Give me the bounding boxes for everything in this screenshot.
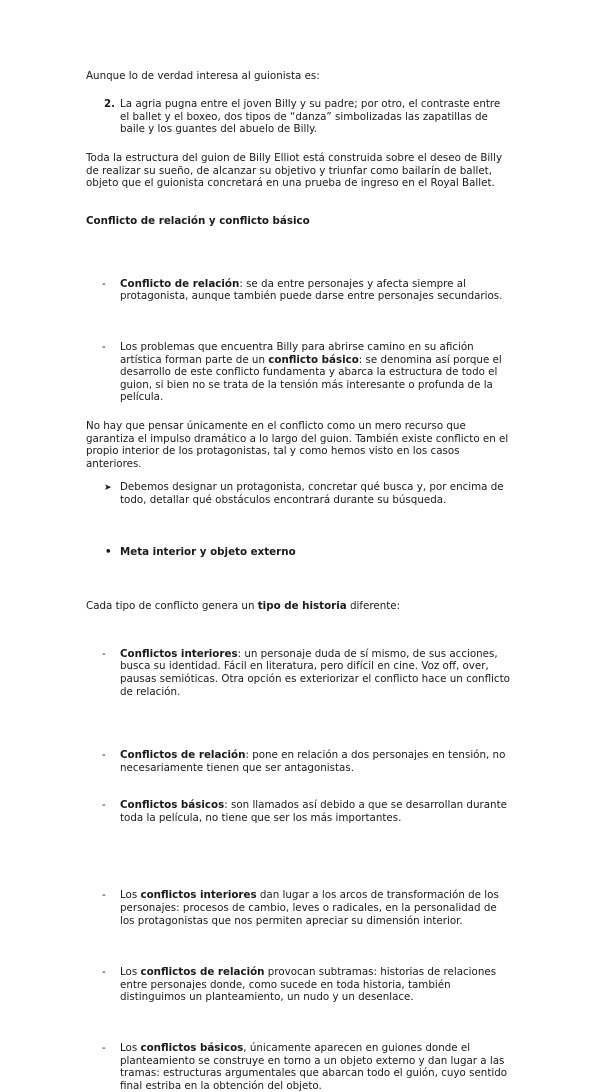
dash-marker: - bbox=[102, 1042, 106, 1055]
term-pre: Los problemas que encuentra Billy para abrirse camino en su afición artística forman parte de un bbox=[120, 340, 474, 366]
paragraph-2: No hay que pensar únicamente en el conflicto como un mero recurso que garantiza el impulso dramático a lo largo del guion. También existe conflicto en el propio interior de los protagonistas, tal y como hemos visto en los casos anteriores. bbox=[86, 420, 509, 470]
bullet-heading bbox=[105, 546, 514, 559]
term-text: : se da entre personajes y afecta siempre al protagonista, aunque también puede darse entre personajes secundarios. bbox=[120, 277, 503, 303]
list3-item-2 bbox=[102, 966, 514, 1004]
list3-item-3 bbox=[102, 1042, 514, 1092]
bullet-icon: • bbox=[105, 546, 112, 559]
list1-item-2 bbox=[102, 340, 514, 404]
term-pre: Los bbox=[120, 1042, 141, 1055]
arrow-item bbox=[104, 480, 514, 506]
term-text: , únicamente aparecen en guiones donde el planteamiento se construye en torno a un objeto externo y dan lugar a las tramas: estructuras argumentales que abarcan todo el guión, cuyo sentido final estriba en la obtención del objeto. bbox=[120, 1042, 508, 1092]
list3-item-1 bbox=[102, 889, 514, 927]
term-text: : un personaje duda de sí mismo, de sus acciones, busca su identidad. Fácil en literatura, pero difícil en cine. Voz off, over, pausas semióticas. Otra opción es exteriorizar el conflicto hace un conflicto de relación. bbox=[120, 647, 510, 698]
term-bold: conflictos de relación bbox=[140, 966, 265, 979]
term-bold: conflictos interiores bbox=[140, 889, 257, 902]
dash-marker: - bbox=[102, 277, 106, 290]
arrow-icon: ➤ bbox=[104, 482, 112, 493]
list2-item-2 bbox=[102, 749, 514, 774]
paragraph-3 bbox=[86, 600, 514, 613]
dash-marker: - bbox=[102, 966, 106, 979]
item-number: 2. bbox=[104, 98, 116, 110]
list1-item-1 bbox=[102, 277, 514, 303]
term-pre: Los bbox=[120, 966, 141, 979]
dash-marker: - bbox=[102, 889, 106, 902]
para3-post: diferente: bbox=[346, 600, 401, 612]
section-heading-1: Conflicto de relación y conflicto básico bbox=[86, 215, 310, 227]
paragraph-1: Toda la estructura del guion de Billy Elliot está construida sobre el deseo de Billy de realizar su sueño, de alcanzar su objetivo y triunfar como bailarín de ballet, objeto que el guionista concretará en una prueba de ingreso en el Royal Ballet. bbox=[86, 152, 503, 190]
term-bold: Conflictos interiores bbox=[120, 647, 238, 660]
term-bold: Conflictos de relación bbox=[120, 749, 246, 762]
arrow-item-text: Debemos designar un protagonista, concretar qué busca y, por encima de todo, detallar qué obstáculos encontrará durante su búsqueda. bbox=[120, 480, 504, 506]
dash-marker: - bbox=[102, 749, 106, 762]
dash-marker: - bbox=[102, 340, 106, 353]
item-text: La agria pugna entre el joven Billy y su padre; por otro, el contraste entre el ballet y el boxeo, dos tipos de “danza” simbolizadas las zapatillas de baile y los guantes del abuelo de Billy. bbox=[120, 98, 501, 136]
bullet-heading-text: Meta interior y objeto externo bbox=[120, 546, 296, 559]
dash-marker: - bbox=[102, 647, 106, 660]
term-bold: Conflicto de relación bbox=[120, 277, 240, 290]
para3-pre: Cada tipo de conflicto genera un bbox=[86, 600, 258, 612]
para3-bold: tipo de historia bbox=[257, 600, 347, 612]
term-pre: Los bbox=[120, 889, 141, 902]
term-bold: Conflictos básicos bbox=[120, 799, 225, 812]
term-bold: conflictos básicos bbox=[140, 1042, 244, 1055]
intro-text: Aunque lo de verdad interesa al guionista es: bbox=[86, 70, 320, 82]
term-bold: conflicto básico bbox=[268, 353, 359, 366]
list2-item-3 bbox=[102, 799, 514, 824]
term-text: dan lugar a los arcos de transformación de los personajes: procesos de cambio, leves o radicales, en la personalidad de los protagonistas que nos permiten apreciar su dimensión interior. bbox=[120, 889, 499, 927]
term-text: provocan subtramas: historias de relaciones entre personajes donde, como sucede en toda historia, también distinguimos un planteamiento, un nudo y un desenlace. bbox=[120, 966, 497, 1004]
term-text: : se denomina así porque el desarrollo de este conflicto fundamenta y abarca la estructura de todo el guion, si bien no se trata de la tensión más interesante o profunda de la película. bbox=[120, 353, 502, 404]
dash-marker: - bbox=[102, 799, 106, 812]
term-text: : pone en relación a dos personajes en tensión, no necesariamente tienen que ser antagonistas. bbox=[120, 749, 506, 774]
numbered-item-2 bbox=[104, 98, 512, 136]
term-text: : son llamados así debido a que se desarrollan durante toda la película, no tiene que ser los más importantes. bbox=[120, 799, 507, 824]
list2-item-1 bbox=[102, 647, 514, 698]
